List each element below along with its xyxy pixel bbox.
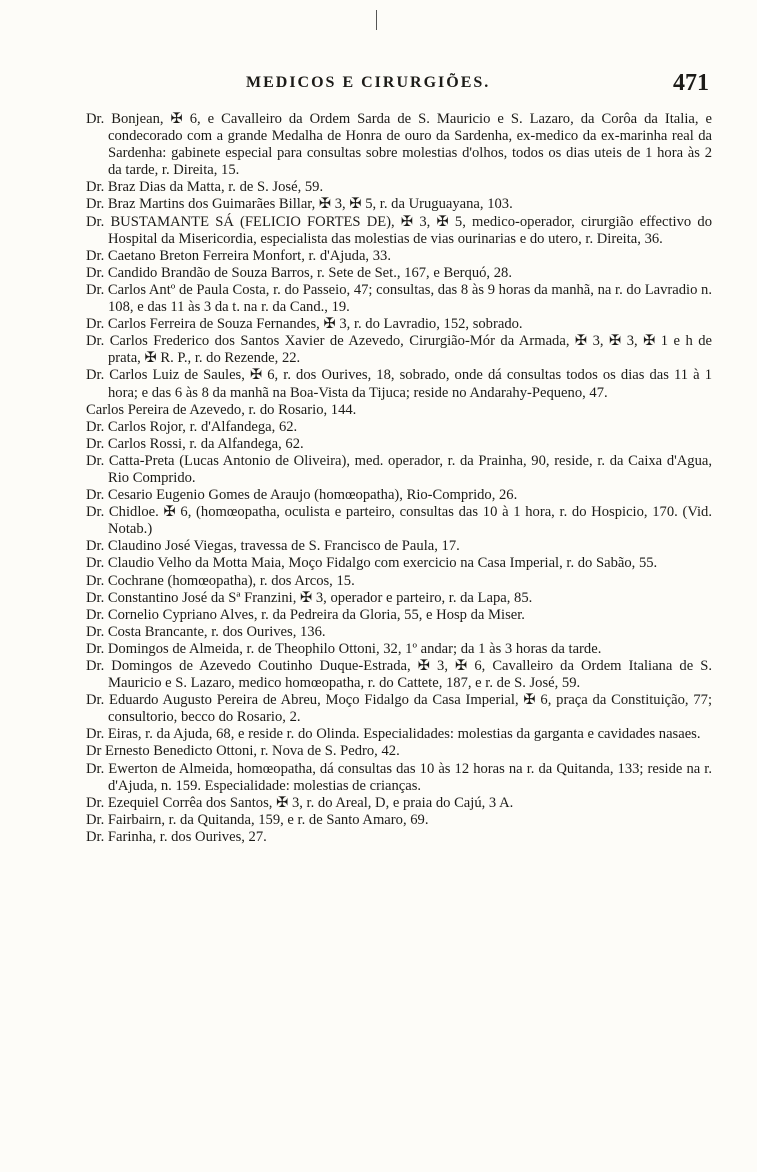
- entry: Dr. Carlos Frederico dos Santos Xavier de Azevedo, Cirurgião-Mór da Armada, ✠ 3, ✠ 3, ✠ 1 e h de prata, ✠ R. P., r. do Rezende, 22.: [86, 333, 712, 367]
- page-title: MEDICOS E CIRURGIÕES.: [246, 74, 491, 91]
- directory-entries: [86, 111, 712, 846]
- entry: Dr. BUSTAMANTE SÁ (FELICIO FORTES DE), ✠ 3, ✠ 5, medico-operador, cirurgião effectivo do Hospital da Misericordia, especialista das molestias de vias ourinarias e do utero, r. Direita, 36.: [86, 213, 712, 247]
- entry: Dr. Eiras, r. da Ajuda, 68, e reside r. do Olinda. Especialidades: molestias da garganta e cavidades nasaes.: [86, 726, 701, 743]
- entry: Carlos Pereira de Azevedo, r. do Rosario, 144.: [86, 401, 357, 418]
- entry: Dr Ernesto Benedicto Ottoni, r. Nova de S. Pedro, 42.: [86, 743, 400, 760]
- entry: Dr. Costa Brancante, r. dos Ourives, 136.: [86, 623, 326, 640]
- entry: Dr. Chidloe. ✠ 6, (homœopatha, oculista e parteiro, consultas das 10 à 1 hora, r. do Hospicio, 170. (Vid. Notab.): [86, 504, 712, 538]
- entry: Dr. Bonjean, ✠ 6, e Cavalleiro da Ordem Sarda de S. Mauricio e S. Lazaro, da Corôa da Italia, e condecorado com a grande Medalha de Honra de ouro da Sardenha, ex-medico da ex-marinha real da Sardenha: gabinete especial para consultas sobre molestias d'olhos, todos os dias uteis de 1 hora às 2 da tarde, r. Direita, 15.: [86, 111, 712, 179]
- entry: Dr. Braz Martins dos Guimarães Billar, ✠ 3, ✠ 5, r. da Uruguayana, 103.: [86, 196, 513, 213]
- top-margin-mark: [376, 10, 377, 30]
- entry: Dr. Catta-Preta (Lucas Antonio de Oliveira), med. operador, r. da Prainha, 90, reside, r. da Caixa d'Agua, Rio Comprido.: [86, 452, 712, 486]
- entry: Dr. Cochrane (homœopatha), r. dos Arcos, 15.: [86, 572, 355, 589]
- entry: Dr. Farinha, r. dos Ourives, 27.: [86, 828, 267, 845]
- entry: Dr. Braz Dias da Matta, r. de S. José, 59.: [86, 179, 324, 196]
- entry: Dr. Cornelio Cypriano Alves, r. da Pedreira da Gloria, 55, e Hosp da Miser.: [86, 606, 525, 623]
- entry: Dr. Ewerton de Almeida, homœopatha, dá consultas das 10 às 12 horas na r. da Quitanda, 133; reside na r. d'Ajuda, n. 159. Especialidade: molestias de crianças.: [86, 760, 712, 794]
- entry: Dr. Domingos de Almeida, r. de Theophilo Ottoni, 32, 1º andar; da 1 às 3 horas da tarde.: [86, 640, 602, 657]
- entry: Dr. Ezequiel Corrêa dos Santos, ✠ 3, r. do Areal, D, e praia do Cajú, 3 A.: [86, 794, 514, 811]
- page-number: 471: [673, 70, 709, 96]
- entry: Dr. Fairbairn, r. da Quitanda, 159, e r. de Santo Amaro, 69.: [86, 811, 429, 828]
- entry: Dr. Candido Brandão de Souza Barros, r. Sete de Set., 167, e Berquó, 28.: [86, 264, 512, 281]
- entry: Dr. Caetano Breton Ferreira Monfort, r. d'Ajuda, 33.: [86, 247, 391, 264]
- entry: Dr. Carlos Rossi, r. da Alfandega, 62.: [86, 435, 304, 452]
- entry: Dr. Carlos Luiz de Saules, ✠ 6, r. dos Ourives, 18, sobrado, onde dá consultas todos os dias das 11 à 1 hora; e das 6 às 8 da manhã na Boa-Vista da Tijuca; reside no Andarahy-Pequeno, 47.: [86, 367, 712, 401]
- entry: Dr. Eduardo Augusto Pereira de Abreu, Moço Fidalgo da Casa Imperial, ✠ 6, praça da Constituição, 77; consultorio, becco do Rosario, 2.: [86, 692, 712, 726]
- entry: Dr. Carlos Rojor, r. d'Alfandega, 62.: [86, 418, 298, 435]
- entry: Dr. Domingos de Azevedo Coutinho Duque-Estrada, ✠ 3, ✠ 6, Cavalleiro da Ordem Italiana de S. Mauricio e S. Lazaro, medico homœopatha, r. do Cattete, 187, e r. de S. José, 59.: [86, 658, 712, 692]
- page-header: [0, 72, 757, 98]
- entry: Dr. Claudio Velho da Motta Maia, Moço Fidalgo com exercicio na Casa Imperial, r. do Sabão, 55.: [86, 555, 658, 572]
- entry: Dr. Carlos Antº de Paula Costa, r. do Passeio, 47; consultas, das 8 às 9 horas da manhã, na r. do Lavradio n. 108, e das 11 às 3 da t. na r. da Cand., 19.: [86, 281, 712, 316]
- entry: Dr. Claudino José Viegas, travessa de S. Francisco de Paula, 17.: [86, 538, 460, 555]
- entry: Dr. Carlos Ferreira de Souza Fernandes, ✠ 3, r. do Lavradio, 152, sobrado.: [86, 316, 523, 333]
- entry: Dr. Constantino José da Sª Franzini, ✠ 3, operador e parteiro, r. da Lapa, 85.: [86, 589, 533, 606]
- entry: Dr. Cesario Eugenio Gomes de Araujo (homœopatha), Rio-Comprido, 26.: [86, 487, 518, 504]
